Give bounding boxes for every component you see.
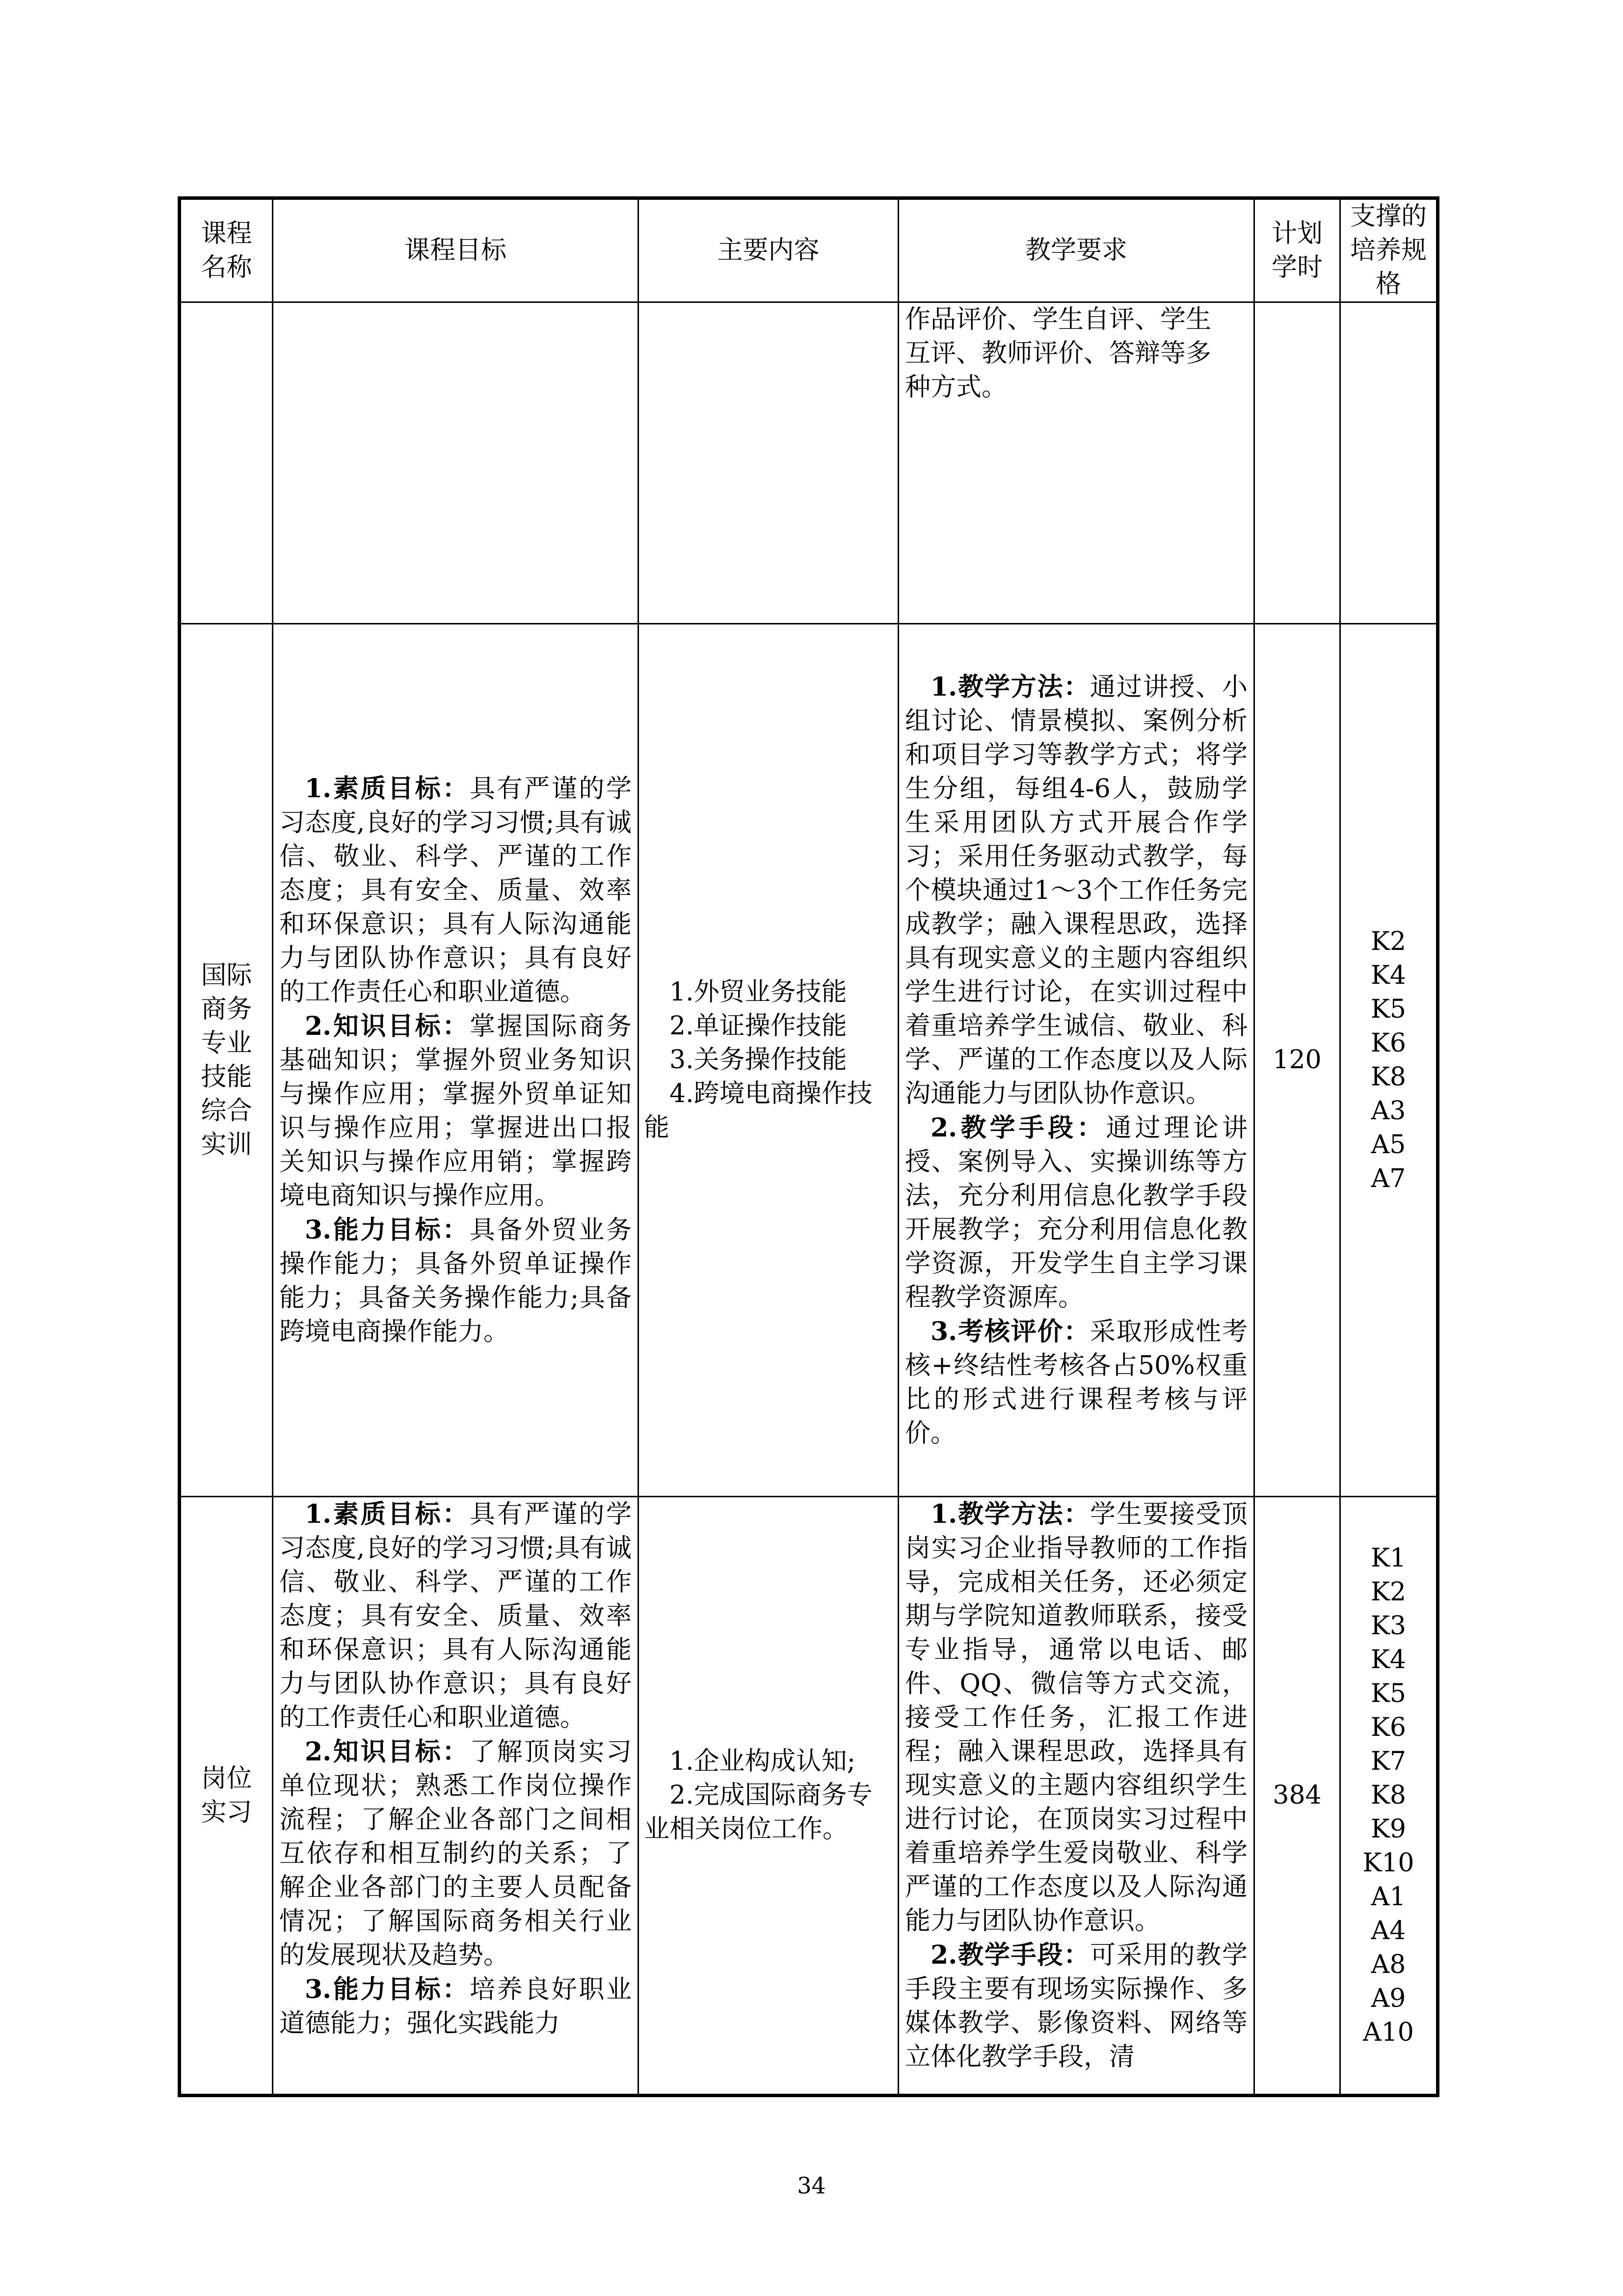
cell-requirements: 1.教学方法：学生要接受顶岗实习企业指导教师的工作指导，完成相关任务，还必须定期与学院知道教师联系，接受专业指导，通常以电话、邮件、QQ、微信等方式交流，接受工作任务，汇报工作进程；融入课程思政，选择具有现实意义的主题内容组织学生进行讨论，在顶岗实习过程中着重培养学生爱岗敬业、科学严谨的工作态度以及人际沟通能力与团队协作意识。 2.教学手段：可采用的教学手段主要有现场实际操作、多媒体教学、影像资料、网络等立体化教学手段，清 — [899, 1497, 1254, 2096]
cell-course-name: 岗位 实习 — [180, 1497, 273, 2096]
table-row-internship — [180, 1497, 1438, 2096]
course-table — [178, 196, 1439, 2097]
table-row-continued — [180, 302, 1438, 624]
header-content: 主要内容 — [639, 198, 899, 302]
header-row — [180, 198, 1438, 302]
cell-contents: 1.企业构成认知; 2.完成国际商务专业相关岗位工作。 — [639, 1497, 899, 2096]
cell-objective-empty — [273, 302, 639, 624]
cell-objectives: 1.素质目标：具有严谨的学习态度,良好的学习习惯;具有诚信、敬业、科学、严谨的工作态度；具有安全、质量、效率和环保意识；具有人际沟通能力与团队协作意识；具有良好的工作责任心和职业道德。 2.知识目标：掌握国际商务基础知识；掌握外贸业务知识与操作应用；掌握外贸单证知识与操作应用；掌握进出口报关知识与操作应用销；掌握跨境电商知识与操作应用。 3.能力目标：具备外贸业务操作能力；具备外贸单证操作能力；具备关务操作能力;具备跨境电商操作能力。 — [273, 624, 639, 1497]
cell-requirements: 1.教学方法：通过讲授、小组讨论、情景模拟、案例分析和项目学习等教学方式；将学生分组，每组4-6人，鼓励学生采用团队方式开展合作学习；采用任务驱动式教学，每个模块通过1～3个工作任务完成教学；融入课程思政，选择具有现实意义的主题内容组织学生进行讨论，在实训过程中着重培养学生诚信、敬业、科学、严谨的工作态度以及人际沟通能力与团队协作意识。 2.教学手段：通过理论讲授、案例导入、实操训练等方法，充分利用信息化教学手段开展教学；充分利用信息化教学资源，开发学生自主学习课程教学资源库。 3.考核评价：采取形成性考核+终结性考核各占50%权重比的形式进行课程考核与评价。 — [899, 624, 1254, 1497]
page-number: 34 — [797, 2172, 826, 2199]
header-course-name: 课程 名称 — [180, 198, 273, 302]
cell-contents: 1.外贸业务技能 2.单证操作技能 3.关务操作技能 4.跨境电商操作技能 — [639, 624, 899, 1497]
cell-requirement-continued: 作品评价、学生自评、学生 互评、教师评价、答辩等多 种方式。 — [899, 302, 1254, 624]
header-objective: 课程目标 — [273, 198, 639, 302]
header-hours: 计划 学时 — [1254, 198, 1340, 302]
header-requirement: 教学要求 — [899, 198, 1254, 302]
cell-spec-empty — [1340, 302, 1438, 624]
cell-hours-empty — [1254, 302, 1340, 624]
header-spec: 支撑的 培养规 格 — [1340, 198, 1438, 302]
cell-specs: K1 K2 K3 K4 K5 K6 K7 K8 K9 K10 A1 A4 A8 A9 A10 — [1340, 1497, 1438, 2096]
table-row-international-business-training — [180, 624, 1438, 1497]
cell-hours: 384 — [1254, 1497, 1340, 2096]
cell-name-empty — [180, 302, 273, 624]
cell-objectives: 1.素质目标：具有严谨的学习态度,良好的学习习惯;具有诚信、敬业、科学、严谨的工作态度；具有安全、质量、效率和环保意识；具有人际沟通能力与团队协作意识；具有良好的工作责任心和职业道德。 2.知识目标：了解顶岗实习单位现状；熟悉工作岗位操作流程；了解企业各部门之间相互依存和相互制约的关系；了解企业各部门的主要人员配备情况；了解国际商务相关行业的发展现状及趋势。 3.能力目标：培养良好职业道德能力；强化实践能力 — [273, 1497, 639, 2096]
cell-content-empty — [639, 302, 899, 624]
cell-course-name: 国际 商务 专业 技能 综合 实训 — [180, 624, 273, 1497]
cell-hours: 120 — [1254, 624, 1340, 1497]
cell-specs: K2 K4 K5 K6 K8 A3 A5 A7 — [1340, 624, 1438, 1497]
